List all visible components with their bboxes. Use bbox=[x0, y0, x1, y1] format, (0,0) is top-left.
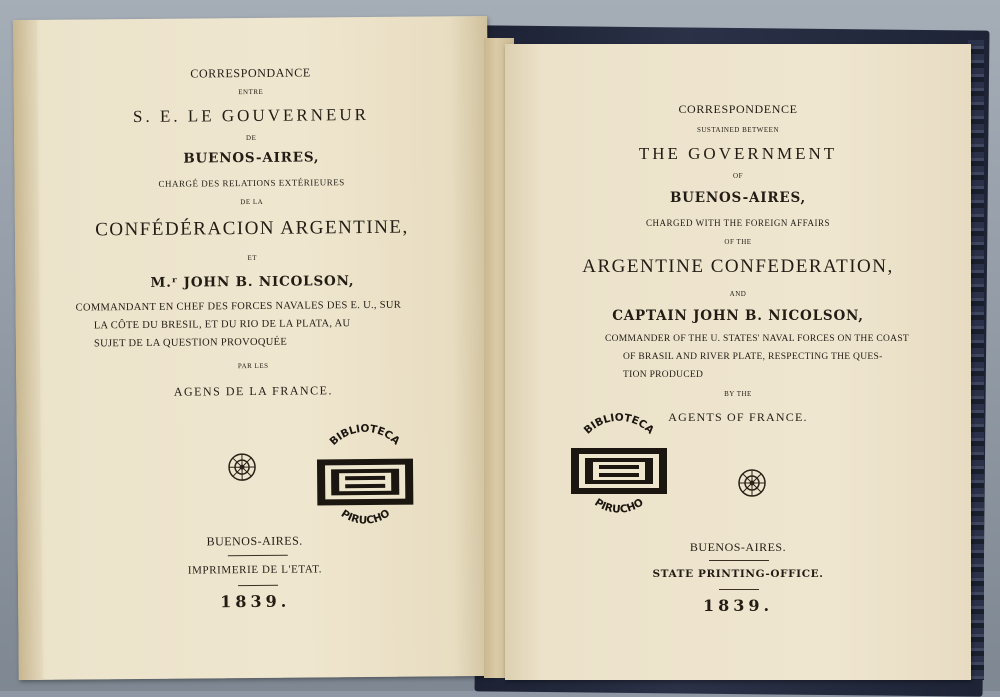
left-page bbox=[13, 16, 493, 680]
stamp-text-bottom: PIRUCHO bbox=[338, 507, 393, 527]
left-para-line2: LA CÔTE DU BRESIL, ET DU RIO DE LA PLATA, AU bbox=[93, 318, 351, 332]
right-charged: CHARGED WITH THE FOREIGN AFFAIRS bbox=[645, 218, 830, 228]
printer-ornament-icon bbox=[737, 468, 767, 498]
right-city: BUENOS-AIRES. bbox=[689, 540, 787, 554]
left-charge: CHARGÉ DES RELATIONS EXTÉRIEURES bbox=[158, 177, 345, 189]
left-buenos-aires: BUENOS-AIRES, bbox=[183, 149, 320, 167]
right-rule-2 bbox=[719, 589, 759, 590]
library-stamp-icon bbox=[563, 410, 675, 522]
left-para-line1: COMMANDANT EN CHEF DES FORCES NAVALES DES E. U., SUR bbox=[75, 299, 402, 314]
right-title-correspondence: CORRESPONDENCE bbox=[678, 102, 798, 116]
left-rule-2 bbox=[238, 585, 278, 586]
left-de: DE bbox=[245, 133, 257, 143]
left-para-line3: SUJET DE LA QUESTION PROVOQUÉE bbox=[93, 336, 288, 350]
right-buenos-aires: BUENOS-AIRES, bbox=[669, 190, 807, 206]
right-rule-1 bbox=[709, 560, 769, 561]
left-et: ET bbox=[247, 253, 258, 263]
printer-ornament-icon bbox=[227, 452, 257, 482]
left-de-la: DE LA bbox=[240, 197, 264, 207]
stamp-text-top: BIBLIOTECA bbox=[327, 422, 403, 448]
left-year: 1839. bbox=[220, 591, 291, 612]
right-para-line1: COMMANDER OF THE U. STATES' NAVAL FORCES ON THE COAST bbox=[605, 334, 910, 344]
right-para-line2: OF BRASIL AND RIVER PLATE, RESPECTING THE QUES- bbox=[623, 352, 883, 362]
left-city: BUENOS-AIRES. bbox=[206, 533, 303, 549]
left-entre: ENTRE bbox=[238, 87, 264, 97]
stamp-text-bottom: PIRUCHO bbox=[592, 496, 646, 516]
right-captain-nicolson: CAPTAIN JOHN B. NICOLSON, bbox=[612, 308, 864, 324]
left-agens: AGENS DE LA FRANCE. bbox=[173, 383, 334, 399]
right-sustained-between: SUSTAINED BETWEEN bbox=[696, 126, 779, 134]
left-confederacion: CONFÉDÉRACION ARGENTINE, bbox=[95, 216, 409, 241]
left-title-correspondance: CORRESPONDANCE bbox=[190, 65, 311, 81]
right-and: AND bbox=[729, 290, 747, 298]
right-printer: STATE PRINTING-OFFICE. bbox=[652, 568, 824, 580]
stamp-text-top: BIBLIOTECA bbox=[581, 411, 657, 437]
right-by-the: BY THE bbox=[724, 390, 752, 398]
left-par-les: PAR LES bbox=[237, 361, 269, 371]
library-stamp-icon bbox=[309, 421, 422, 534]
right-page bbox=[505, 44, 971, 680]
right-agents: AGENTS OF FRANCE. bbox=[668, 410, 808, 424]
right-of-the: OF THE bbox=[724, 238, 752, 246]
left-printer: IMPRIMERIE DE L'ETAT. bbox=[187, 563, 323, 577]
left-rule-1 bbox=[228, 555, 288, 557]
right-of: OF bbox=[733, 172, 743, 180]
left-gouverneur: S. E. LE GOUVERNEUR bbox=[132, 104, 370, 127]
left-nicolson: M.ʳ JOHN B. NICOLSON, bbox=[150, 273, 355, 291]
right-para-line3: TION PRODUCED bbox=[623, 370, 704, 380]
right-year: 1839. bbox=[702, 596, 774, 615]
right-government: THE GOVERNMENT bbox=[638, 144, 838, 163]
right-argentine-confederation: ARGENTINE CONFEDERATION, bbox=[582, 256, 894, 277]
